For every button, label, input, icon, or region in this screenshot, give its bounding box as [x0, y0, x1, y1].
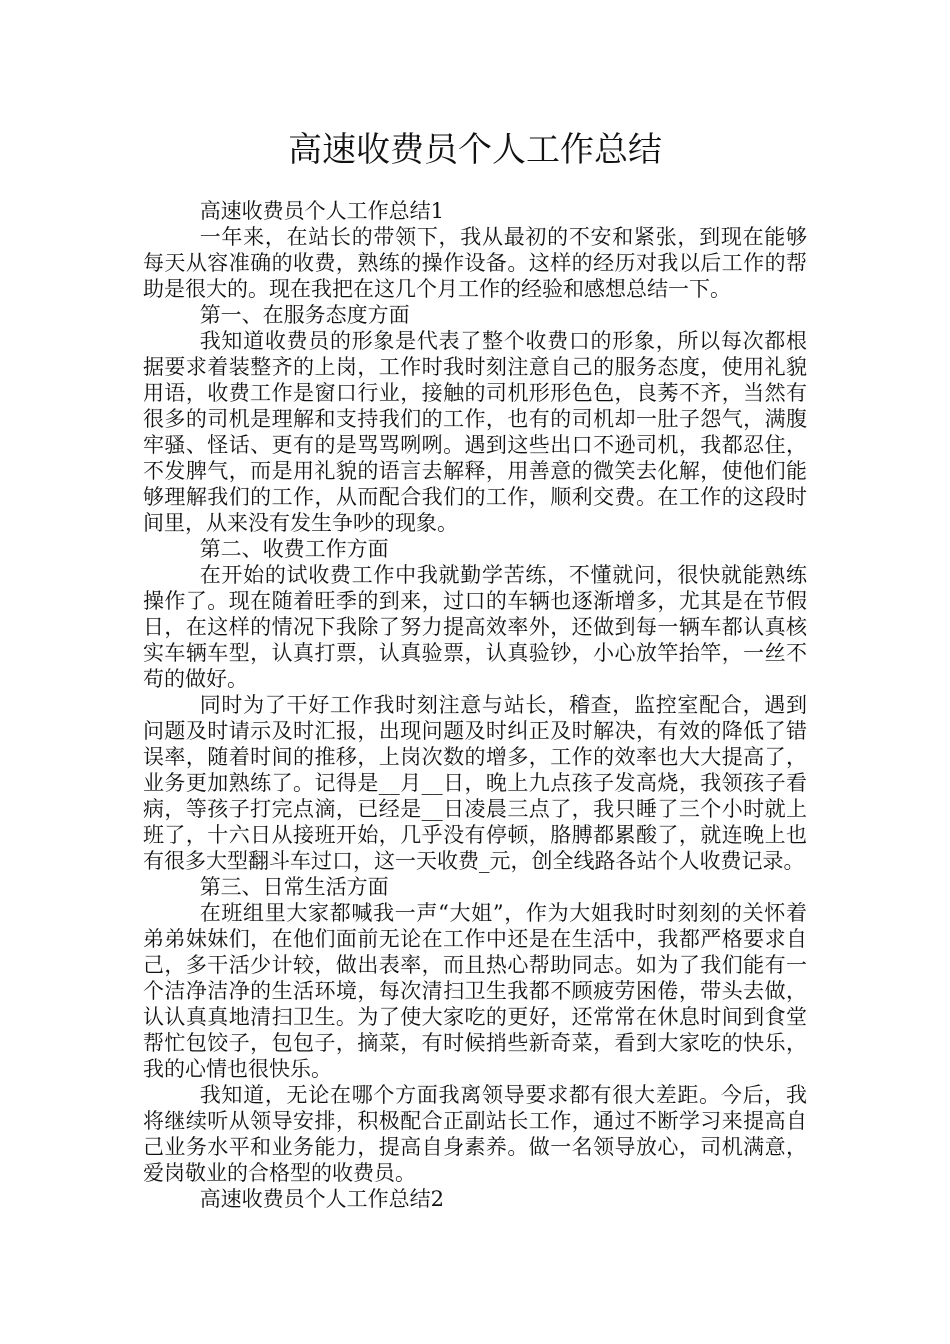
subheading-daily-life: 第三、日常生活方面 [199, 875, 389, 899]
conclusion-paragraph: 我知道，无论在哪个方面我离领导要求都有很大差距。今后，我将继续听从领导安排，积极配合正副站长工作，通过不断学习来提高自己业务水平和业务能力，提高自身素养。做一名领导放心，司机满意，爱岗敬业的合格型的收费员。 [143, 1083, 807, 1185]
subheading-service-attitude: 第一、在服务态度方面 [199, 303, 410, 327]
service-attitude-paragraph: 我知道收费员的形象是代表了整个收费口的形象，所以每次都根据要求着装整齐的上岗，工作时我时刻注意自己的服务态度，使用礼貌用语，收费工作是窗口行业，接触的司机形形色色，良莠不齐，当然有很多的司机是理解和支持我们的工作，也有的司机却一肚子怨气，满腹牢骚、怪话、更有的是骂骂咧咧。遇到这些出口不逊司机，我都忍住，不发脾气，而是用礼貌的语言去解释，用善意的微笑去化解，使他们能够理解我们的工作，从而配合我们的工作，顺利交费。在工作的这段时间里，从来没有发生争吵的现象。 [143, 329, 807, 535]
section-heading-2: 高速收费员个人工作总结2 [199, 1187, 445, 1211]
subheading-toll-work: 第二、收费工作方面 [199, 537, 389, 561]
document-title: 高速收费员个人工作总结 [288, 130, 662, 170]
toll-work-paragraph: 在开始的试收费工作中我就勤学苦练，不懂就问，很快就能熟练操作了。现在随着旺季的到来，过口的车辆也逐渐增多，尤其是在节假日，在这样的情况下我除了努力提高效率外，还做到每一辆车都认真核实车辆车型，认真打票，认真验票，认真验钞，小心放竿抬竿，一丝不苟的做好。 [143, 563, 807, 691]
document-body [143, 198, 807, 1212]
daily-life-paragraph: 在班组里大家都喊我一声“大姐”，作为大姐我时时刻刻的关怀着弟弟妹妹们，在他们面前无论在工作中还是在生活中，我都严格要求自己，多干活少计较，做出表率，而且热心帮助同志。如为了我们能有一个洁净洁净的生活环境，每次清扫卫生我都不顾疲劳困倦，带头去做，认认真真地清扫卫生。为了使大家吃的更好，还常常在休息时间到食堂帮忙包饺子，包包子，摘菜，有时候捎些新奇菜，看到大家吃的快乐，我的心情也很快乐。 [143, 901, 807, 1081]
section-heading-1: 高速收费员个人工作总结1 [199, 199, 445, 223]
intro-paragraph: 一年来，在站长的带领下，我从最初的不安和紧张，到现在能够每天从容准确的收费，熟练的操作设备。这样的经历对我以后工作的帮助是很大的。现在我把在这几个月工作的经验和感想总结一下。 [143, 225, 807, 301]
cooperation-paragraph: 同时为了干好工作我时刻注意与站长，稽查，监控室配合，遇到问题及时请示及时汇报，出现问题及时纠正及时解决，有效的降低了错误率，随着时间的推移，上岗次数的增多，工作的效率也大大提高了，业务更加熟练了。记得是__月__日，晚上九点孩子发高烧，我领孩子看病，等孩子打完点滴，已经是__日凌晨三点了，我只睡了三个小时就上班了，十六日从接班开始，几乎没有停顿，胳膊都累酸了，就连晚上也有很多大型翻斗车过口，这一天收费_元，创全线路各站个人收费记录。 [143, 693, 807, 873]
